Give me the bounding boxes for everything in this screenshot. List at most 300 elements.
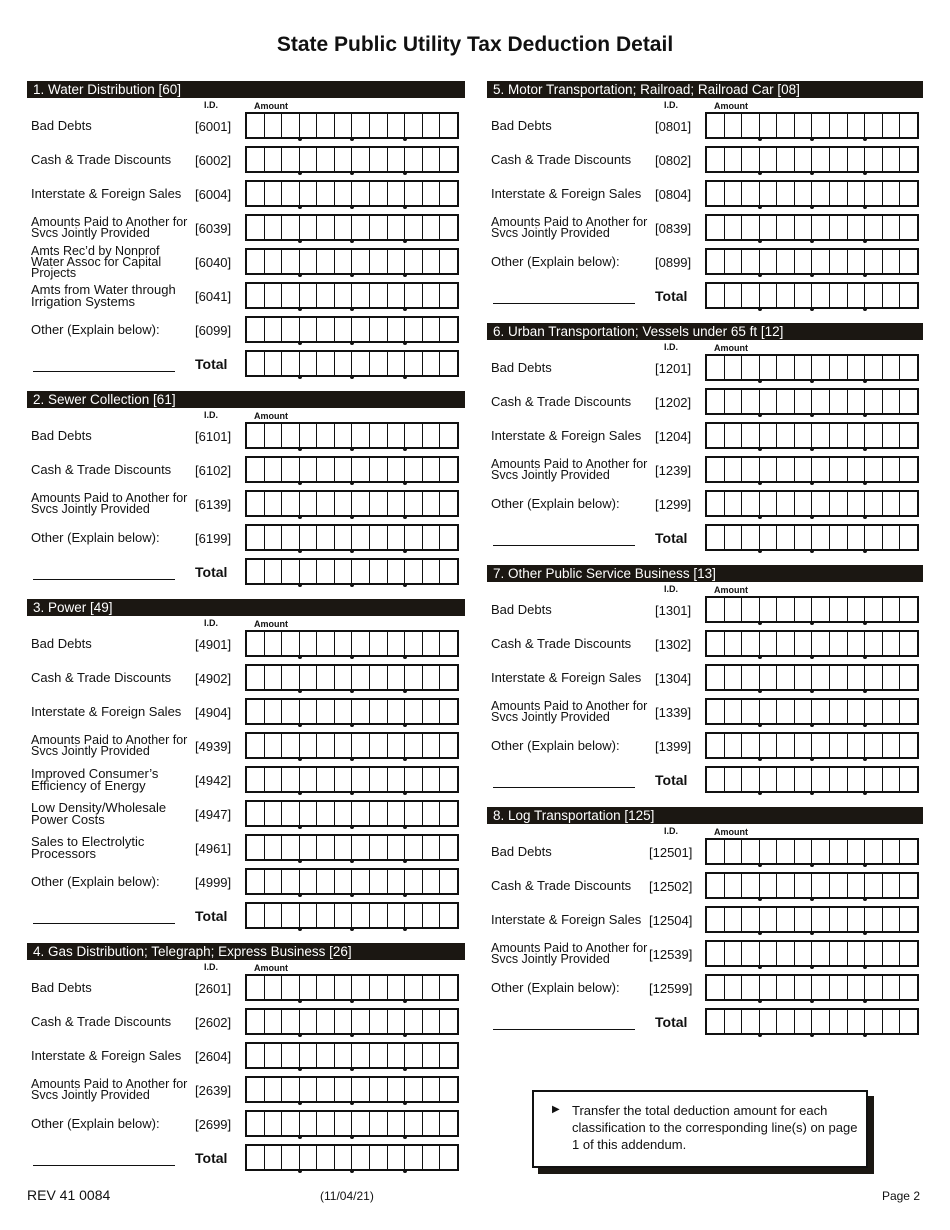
amount-digit-cell[interactable] bbox=[440, 560, 457, 583]
amount-digit-cell[interactable] bbox=[265, 250, 283, 273]
amount-digit-cell[interactable] bbox=[265, 1044, 283, 1067]
amount-digit-cell[interactable] bbox=[760, 1010, 778, 1033]
amount-digit-cell[interactable] bbox=[883, 148, 901, 171]
amount-digit-cell[interactable] bbox=[282, 114, 300, 137]
amount-digit-cell[interactable] bbox=[440, 250, 457, 273]
amount-digit-cell[interactable] bbox=[317, 768, 335, 791]
amount-digit-cell[interactable] bbox=[795, 874, 813, 897]
amount-digit-cell[interactable] bbox=[440, 700, 457, 723]
amount-digit-cell[interactable] bbox=[388, 1010, 406, 1033]
amount-digit-cell[interactable] bbox=[282, 904, 300, 927]
amount-digit-cell[interactable] bbox=[352, 1078, 370, 1101]
amount-digit-cell[interactable] bbox=[812, 874, 830, 897]
amount-digit-cell[interactable] bbox=[265, 352, 283, 375]
amount-digit-cell[interactable] bbox=[725, 768, 743, 791]
amount-digit-cell[interactable] bbox=[848, 908, 866, 931]
amount-digit-cell[interactable] bbox=[317, 318, 335, 341]
amount-digit-cell[interactable] bbox=[405, 352, 423, 375]
total-amount-input[interactable] bbox=[245, 350, 459, 377]
amount-digit-cell[interactable] bbox=[370, 318, 388, 341]
amount-digit-cell[interactable] bbox=[707, 976, 725, 999]
amount-digit-cell[interactable] bbox=[883, 734, 901, 757]
amount-digit-cell[interactable] bbox=[405, 284, 423, 307]
amount-digit-cell[interactable] bbox=[423, 318, 441, 341]
amount-digit-cell[interactable] bbox=[247, 768, 265, 791]
amount-digit-cell[interactable] bbox=[795, 976, 813, 999]
amount-digit-cell[interactable] bbox=[423, 802, 441, 825]
amount-digit-cell[interactable] bbox=[742, 734, 760, 757]
deduction-amount-input[interactable] bbox=[245, 630, 459, 657]
deduction-amount-input[interactable] bbox=[705, 940, 919, 967]
amount-digit-cell[interactable] bbox=[282, 526, 300, 549]
amount-digit-cell[interactable] bbox=[865, 390, 883, 413]
amount-digit-cell[interactable] bbox=[388, 666, 406, 689]
amount-digit-cell[interactable] bbox=[440, 768, 457, 791]
amount-digit-cell[interactable] bbox=[388, 836, 406, 859]
amount-digit-cell[interactable] bbox=[423, 1010, 441, 1033]
amount-digit-cell[interactable] bbox=[405, 836, 423, 859]
amount-digit-cell[interactable] bbox=[317, 1112, 335, 1135]
amount-digit-cell[interactable] bbox=[900, 284, 917, 307]
amount-digit-cell[interactable] bbox=[760, 632, 778, 655]
amount-digit-cell[interactable] bbox=[795, 1010, 813, 1033]
amount-digit-cell[interactable] bbox=[795, 840, 813, 863]
deduction-amount-input[interactable] bbox=[245, 422, 459, 449]
amount-digit-cell[interactable] bbox=[423, 1146, 441, 1169]
amount-digit-cell[interactable] bbox=[707, 390, 725, 413]
amount-digit-cell[interactable] bbox=[352, 526, 370, 549]
amount-digit-cell[interactable] bbox=[900, 492, 917, 515]
amount-digit-cell[interactable] bbox=[370, 1146, 388, 1169]
amount-digit-cell[interactable] bbox=[352, 352, 370, 375]
amount-digit-cell[interactable] bbox=[388, 904, 406, 927]
total-amount-input[interactable] bbox=[245, 902, 459, 929]
amount-digit-cell[interactable] bbox=[405, 1078, 423, 1101]
amount-digit-cell[interactable] bbox=[423, 182, 441, 205]
amount-digit-cell[interactable] bbox=[725, 526, 743, 549]
amount-digit-cell[interactable] bbox=[282, 182, 300, 205]
amount-digit-cell[interactable] bbox=[725, 250, 743, 273]
amount-digit-cell[interactable] bbox=[707, 598, 725, 621]
amount-digit-cell[interactable] bbox=[830, 700, 848, 723]
amount-digit-cell[interactable] bbox=[812, 768, 830, 791]
amount-digit-cell[interactable] bbox=[335, 318, 353, 341]
amount-digit-cell[interactable] bbox=[282, 216, 300, 239]
amount-digit-cell[interactable] bbox=[317, 284, 335, 307]
amount-digit-cell[interactable] bbox=[388, 870, 406, 893]
amount-digit-cell[interactable] bbox=[335, 492, 353, 515]
amount-digit-cell[interactable] bbox=[247, 526, 265, 549]
amount-digit-cell[interactable] bbox=[405, 632, 423, 655]
amount-digit-cell[interactable] bbox=[865, 598, 883, 621]
amount-digit-cell[interactable] bbox=[335, 802, 353, 825]
amount-digit-cell[interactable] bbox=[265, 666, 283, 689]
deduction-amount-input[interactable] bbox=[705, 838, 919, 865]
deduction-amount-input[interactable] bbox=[705, 664, 919, 691]
amount-digit-cell[interactable] bbox=[388, 352, 406, 375]
deduction-amount-input[interactable] bbox=[245, 180, 459, 207]
amount-digit-cell[interactable] bbox=[247, 492, 265, 515]
amount-digit-cell[interactable] bbox=[707, 250, 725, 273]
amount-digit-cell[interactable] bbox=[282, 492, 300, 515]
amount-digit-cell[interactable] bbox=[865, 424, 883, 447]
amount-digit-cell[interactable] bbox=[352, 1010, 370, 1033]
amount-digit-cell[interactable] bbox=[352, 424, 370, 447]
amount-digit-cell[interactable] bbox=[388, 560, 406, 583]
deduction-amount-input[interactable] bbox=[245, 1008, 459, 1035]
deduction-amount-input[interactable] bbox=[245, 490, 459, 517]
amount-digit-cell[interactable] bbox=[370, 284, 388, 307]
amount-digit-cell[interactable] bbox=[388, 1078, 406, 1101]
amount-digit-cell[interactable] bbox=[777, 942, 795, 965]
amount-digit-cell[interactable] bbox=[883, 1010, 901, 1033]
amount-digit-cell[interactable] bbox=[725, 424, 743, 447]
deduction-amount-input[interactable] bbox=[245, 974, 459, 1001]
amount-digit-cell[interactable] bbox=[352, 666, 370, 689]
amount-digit-cell[interactable] bbox=[335, 284, 353, 307]
amount-digit-cell[interactable] bbox=[777, 598, 795, 621]
deduction-amount-input[interactable] bbox=[705, 456, 919, 483]
amount-digit-cell[interactable] bbox=[707, 908, 725, 931]
amount-digit-cell[interactable] bbox=[795, 356, 813, 379]
amount-digit-cell[interactable] bbox=[405, 1010, 423, 1033]
amount-digit-cell[interactable] bbox=[423, 250, 441, 273]
amount-digit-cell[interactable] bbox=[795, 768, 813, 791]
amount-digit-cell[interactable] bbox=[440, 802, 457, 825]
amount-digit-cell[interactable] bbox=[370, 802, 388, 825]
amount-digit-cell[interactable] bbox=[795, 390, 813, 413]
amount-digit-cell[interactable] bbox=[388, 526, 406, 549]
amount-digit-cell[interactable] bbox=[725, 216, 743, 239]
amount-digit-cell[interactable] bbox=[405, 666, 423, 689]
amount-digit-cell[interactable] bbox=[812, 1010, 830, 1033]
amount-digit-cell[interactable] bbox=[370, 1078, 388, 1101]
amount-digit-cell[interactable] bbox=[352, 632, 370, 655]
amount-digit-cell[interactable] bbox=[777, 284, 795, 307]
amount-digit-cell[interactable] bbox=[777, 1010, 795, 1033]
amount-digit-cell[interactable] bbox=[352, 1044, 370, 1067]
amount-digit-cell[interactable] bbox=[830, 666, 848, 689]
amount-digit-cell[interactable] bbox=[265, 768, 283, 791]
amount-digit-cell[interactable] bbox=[812, 458, 830, 481]
amount-digit-cell[interactable] bbox=[300, 492, 318, 515]
amount-digit-cell[interactable] bbox=[352, 458, 370, 481]
amount-digit-cell[interactable] bbox=[812, 908, 830, 931]
amount-digit-cell[interactable] bbox=[388, 318, 406, 341]
amount-digit-cell[interactable] bbox=[725, 734, 743, 757]
amount-digit-cell[interactable] bbox=[883, 942, 901, 965]
amount-digit-cell[interactable] bbox=[265, 836, 283, 859]
amount-digit-cell[interactable] bbox=[742, 148, 760, 171]
amount-digit-cell[interactable] bbox=[883, 356, 901, 379]
amount-digit-cell[interactable] bbox=[317, 666, 335, 689]
amount-digit-cell[interactable] bbox=[795, 284, 813, 307]
amount-digit-cell[interactable] bbox=[388, 1044, 406, 1067]
amount-digit-cell[interactable] bbox=[317, 182, 335, 205]
amount-digit-cell[interactable] bbox=[423, 560, 441, 583]
deduction-amount-input[interactable] bbox=[245, 800, 459, 827]
amount-digit-cell[interactable] bbox=[440, 870, 457, 893]
amount-digit-cell[interactable] bbox=[335, 1146, 353, 1169]
amount-digit-cell[interactable] bbox=[352, 976, 370, 999]
amount-digit-cell[interactable] bbox=[423, 734, 441, 757]
amount-digit-cell[interactable] bbox=[282, 1078, 300, 1101]
amount-digit-cell[interactable] bbox=[370, 666, 388, 689]
amount-digit-cell[interactable] bbox=[760, 114, 778, 137]
amount-digit-cell[interactable] bbox=[760, 734, 778, 757]
amount-digit-cell[interactable] bbox=[725, 942, 743, 965]
amount-digit-cell[interactable] bbox=[423, 526, 441, 549]
deduction-amount-input[interactable] bbox=[245, 112, 459, 139]
amount-digit-cell[interactable] bbox=[848, 874, 866, 897]
explain-line-input[interactable] bbox=[33, 1165, 175, 1166]
amount-digit-cell[interactable] bbox=[352, 768, 370, 791]
amount-digit-cell[interactable] bbox=[440, 492, 457, 515]
amount-digit-cell[interactable] bbox=[812, 250, 830, 273]
amount-digit-cell[interactable] bbox=[352, 284, 370, 307]
amount-digit-cell[interactable] bbox=[742, 284, 760, 307]
amount-digit-cell[interactable] bbox=[777, 250, 795, 273]
amount-digit-cell[interactable] bbox=[440, 666, 457, 689]
amount-digit-cell[interactable] bbox=[883, 666, 901, 689]
amount-digit-cell[interactable] bbox=[848, 632, 866, 655]
deduction-amount-input[interactable] bbox=[245, 766, 459, 793]
amount-digit-cell[interactable] bbox=[317, 114, 335, 137]
amount-digit-cell[interactable] bbox=[335, 1078, 353, 1101]
amount-digit-cell[interactable] bbox=[725, 390, 743, 413]
amount-digit-cell[interactable] bbox=[742, 458, 760, 481]
amount-digit-cell[interactable] bbox=[247, 700, 265, 723]
amount-digit-cell[interactable] bbox=[282, 352, 300, 375]
amount-digit-cell[interactable] bbox=[423, 1078, 441, 1101]
amount-digit-cell[interactable] bbox=[777, 424, 795, 447]
amount-digit-cell[interactable] bbox=[760, 216, 778, 239]
amount-digit-cell[interactable] bbox=[707, 492, 725, 515]
amount-digit-cell[interactable] bbox=[265, 560, 283, 583]
amount-digit-cell[interactable] bbox=[848, 526, 866, 549]
amount-digit-cell[interactable] bbox=[352, 492, 370, 515]
amount-digit-cell[interactable] bbox=[865, 632, 883, 655]
amount-digit-cell[interactable] bbox=[423, 1044, 441, 1067]
amount-digit-cell[interactable] bbox=[282, 802, 300, 825]
amount-digit-cell[interactable] bbox=[370, 734, 388, 757]
amount-digit-cell[interactable] bbox=[883, 390, 901, 413]
deduction-amount-input[interactable] bbox=[705, 354, 919, 381]
amount-digit-cell[interactable] bbox=[405, 700, 423, 723]
amount-digit-cell[interactable] bbox=[865, 250, 883, 273]
amount-digit-cell[interactable] bbox=[742, 216, 760, 239]
amount-digit-cell[interactable] bbox=[388, 424, 406, 447]
amount-digit-cell[interactable] bbox=[830, 458, 848, 481]
amount-digit-cell[interactable] bbox=[777, 976, 795, 999]
amount-digit-cell[interactable] bbox=[760, 284, 778, 307]
amount-digit-cell[interactable] bbox=[370, 114, 388, 137]
amount-digit-cell[interactable] bbox=[282, 318, 300, 341]
amount-digit-cell[interactable] bbox=[865, 942, 883, 965]
amount-digit-cell[interactable] bbox=[265, 492, 283, 515]
amount-digit-cell[interactable] bbox=[707, 768, 725, 791]
amount-digit-cell[interactable] bbox=[777, 768, 795, 791]
amount-digit-cell[interactable] bbox=[317, 148, 335, 171]
amount-digit-cell[interactable] bbox=[830, 284, 848, 307]
amount-digit-cell[interactable] bbox=[423, 284, 441, 307]
amount-digit-cell[interactable] bbox=[777, 908, 795, 931]
amount-digit-cell[interactable] bbox=[777, 458, 795, 481]
deduction-amount-input[interactable] bbox=[245, 456, 459, 483]
amount-digit-cell[interactable] bbox=[812, 526, 830, 549]
amount-digit-cell[interactable] bbox=[247, 148, 265, 171]
amount-digit-cell[interactable] bbox=[388, 492, 406, 515]
amount-digit-cell[interactable] bbox=[440, 976, 457, 999]
amount-digit-cell[interactable] bbox=[795, 182, 813, 205]
deduction-amount-input[interactable] bbox=[705, 732, 919, 759]
amount-digit-cell[interactable] bbox=[707, 424, 725, 447]
amount-digit-cell[interactable] bbox=[423, 148, 441, 171]
explain-line-input[interactable] bbox=[33, 923, 175, 924]
amount-digit-cell[interactable] bbox=[830, 356, 848, 379]
amount-digit-cell[interactable] bbox=[247, 632, 265, 655]
amount-digit-cell[interactable] bbox=[725, 182, 743, 205]
amount-digit-cell[interactable] bbox=[725, 700, 743, 723]
amount-digit-cell[interactable] bbox=[405, 318, 423, 341]
deduction-amount-input[interactable] bbox=[245, 1076, 459, 1103]
amount-digit-cell[interactable] bbox=[812, 390, 830, 413]
amount-digit-cell[interactable] bbox=[865, 148, 883, 171]
amount-digit-cell[interactable] bbox=[812, 632, 830, 655]
amount-digit-cell[interactable] bbox=[830, 424, 848, 447]
amount-digit-cell[interactable] bbox=[370, 352, 388, 375]
amount-digit-cell[interactable] bbox=[440, 424, 457, 447]
amount-digit-cell[interactable] bbox=[300, 666, 318, 689]
amount-digit-cell[interactable] bbox=[848, 734, 866, 757]
amount-digit-cell[interactable] bbox=[725, 632, 743, 655]
amount-digit-cell[interactable] bbox=[812, 114, 830, 137]
amount-digit-cell[interactable] bbox=[883, 216, 901, 239]
amount-digit-cell[interactable] bbox=[247, 1010, 265, 1033]
amount-digit-cell[interactable] bbox=[247, 352, 265, 375]
amount-digit-cell[interactable] bbox=[423, 114, 441, 137]
amount-digit-cell[interactable] bbox=[707, 734, 725, 757]
deduction-amount-input[interactable] bbox=[245, 316, 459, 343]
amount-digit-cell[interactable] bbox=[760, 768, 778, 791]
amount-digit-cell[interactable] bbox=[300, 560, 318, 583]
amount-digit-cell[interactable] bbox=[300, 1146, 318, 1169]
amount-digit-cell[interactable] bbox=[777, 700, 795, 723]
amount-digit-cell[interactable] bbox=[370, 182, 388, 205]
explain-line-input[interactable] bbox=[493, 303, 635, 304]
amount-digit-cell[interactable] bbox=[317, 458, 335, 481]
explain-line-input[interactable] bbox=[33, 579, 175, 580]
amount-digit-cell[interactable] bbox=[830, 768, 848, 791]
amount-digit-cell[interactable] bbox=[725, 356, 743, 379]
amount-digit-cell[interactable] bbox=[707, 526, 725, 549]
amount-digit-cell[interactable] bbox=[883, 182, 901, 205]
amount-digit-cell[interactable] bbox=[317, 700, 335, 723]
amount-digit-cell[interactable] bbox=[405, 216, 423, 239]
amount-digit-cell[interactable] bbox=[848, 700, 866, 723]
amount-digit-cell[interactable] bbox=[370, 976, 388, 999]
amount-digit-cell[interactable] bbox=[370, 458, 388, 481]
explain-line-input[interactable] bbox=[493, 1029, 635, 1030]
amount-digit-cell[interactable] bbox=[848, 976, 866, 999]
amount-digit-cell[interactable] bbox=[725, 148, 743, 171]
amount-digit-cell[interactable] bbox=[742, 526, 760, 549]
amount-digit-cell[interactable] bbox=[317, 250, 335, 273]
amount-digit-cell[interactable] bbox=[247, 976, 265, 999]
amount-digit-cell[interactable] bbox=[848, 250, 866, 273]
amount-digit-cell[interactable] bbox=[370, 216, 388, 239]
amount-digit-cell[interactable] bbox=[300, 1112, 318, 1135]
deduction-amount-input[interactable] bbox=[705, 112, 919, 139]
amount-digit-cell[interactable] bbox=[742, 598, 760, 621]
amount-digit-cell[interactable] bbox=[335, 148, 353, 171]
amount-digit-cell[interactable] bbox=[247, 458, 265, 481]
explain-line-input[interactable] bbox=[493, 545, 635, 546]
amount-digit-cell[interactable] bbox=[830, 1010, 848, 1033]
amount-digit-cell[interactable] bbox=[423, 216, 441, 239]
amount-digit-cell[interactable] bbox=[795, 632, 813, 655]
amount-digit-cell[interactable] bbox=[725, 492, 743, 515]
amount-digit-cell[interactable] bbox=[742, 250, 760, 273]
amount-digit-cell[interactable] bbox=[830, 908, 848, 931]
amount-digit-cell[interactable] bbox=[777, 114, 795, 137]
amount-digit-cell[interactable] bbox=[388, 148, 406, 171]
amount-digit-cell[interactable] bbox=[812, 424, 830, 447]
amount-digit-cell[interactable] bbox=[865, 492, 883, 515]
deduction-amount-input[interactable] bbox=[705, 872, 919, 899]
explain-line-input[interactable] bbox=[33, 371, 175, 372]
deduction-amount-input[interactable] bbox=[705, 698, 919, 725]
amount-digit-cell[interactable] bbox=[795, 216, 813, 239]
amount-digit-cell[interactable] bbox=[777, 148, 795, 171]
amount-digit-cell[interactable] bbox=[282, 700, 300, 723]
amount-digit-cell[interactable] bbox=[777, 390, 795, 413]
amount-digit-cell[interactable] bbox=[247, 216, 265, 239]
amount-digit-cell[interactable] bbox=[405, 182, 423, 205]
amount-digit-cell[interactable] bbox=[405, 976, 423, 999]
amount-digit-cell[interactable] bbox=[900, 632, 917, 655]
amount-digit-cell[interactable] bbox=[423, 976, 441, 999]
amount-digit-cell[interactable] bbox=[247, 734, 265, 757]
amount-digit-cell[interactable] bbox=[335, 182, 353, 205]
amount-digit-cell[interactable] bbox=[388, 734, 406, 757]
amount-digit-cell[interactable] bbox=[370, 870, 388, 893]
amount-digit-cell[interactable] bbox=[423, 836, 441, 859]
amount-digit-cell[interactable] bbox=[760, 492, 778, 515]
amount-digit-cell[interactable] bbox=[265, 318, 283, 341]
amount-digit-cell[interactable] bbox=[848, 492, 866, 515]
amount-digit-cell[interactable] bbox=[300, 250, 318, 273]
amount-digit-cell[interactable] bbox=[370, 148, 388, 171]
amount-digit-cell[interactable] bbox=[388, 182, 406, 205]
amount-digit-cell[interactable] bbox=[352, 560, 370, 583]
amount-digit-cell[interactable] bbox=[830, 250, 848, 273]
amount-digit-cell[interactable] bbox=[742, 390, 760, 413]
amount-digit-cell[interactable] bbox=[335, 458, 353, 481]
amount-digit-cell[interactable] bbox=[247, 284, 265, 307]
amount-digit-cell[interactable] bbox=[760, 942, 778, 965]
amount-digit-cell[interactable] bbox=[247, 424, 265, 447]
amount-digit-cell[interactable] bbox=[742, 114, 760, 137]
amount-digit-cell[interactable] bbox=[282, 284, 300, 307]
amount-digit-cell[interactable] bbox=[317, 1078, 335, 1101]
amount-digit-cell[interactable] bbox=[865, 666, 883, 689]
amount-digit-cell[interactable] bbox=[865, 874, 883, 897]
amount-digit-cell[interactable] bbox=[812, 598, 830, 621]
amount-digit-cell[interactable] bbox=[848, 356, 866, 379]
amount-digit-cell[interactable] bbox=[335, 560, 353, 583]
amount-digit-cell[interactable] bbox=[725, 598, 743, 621]
